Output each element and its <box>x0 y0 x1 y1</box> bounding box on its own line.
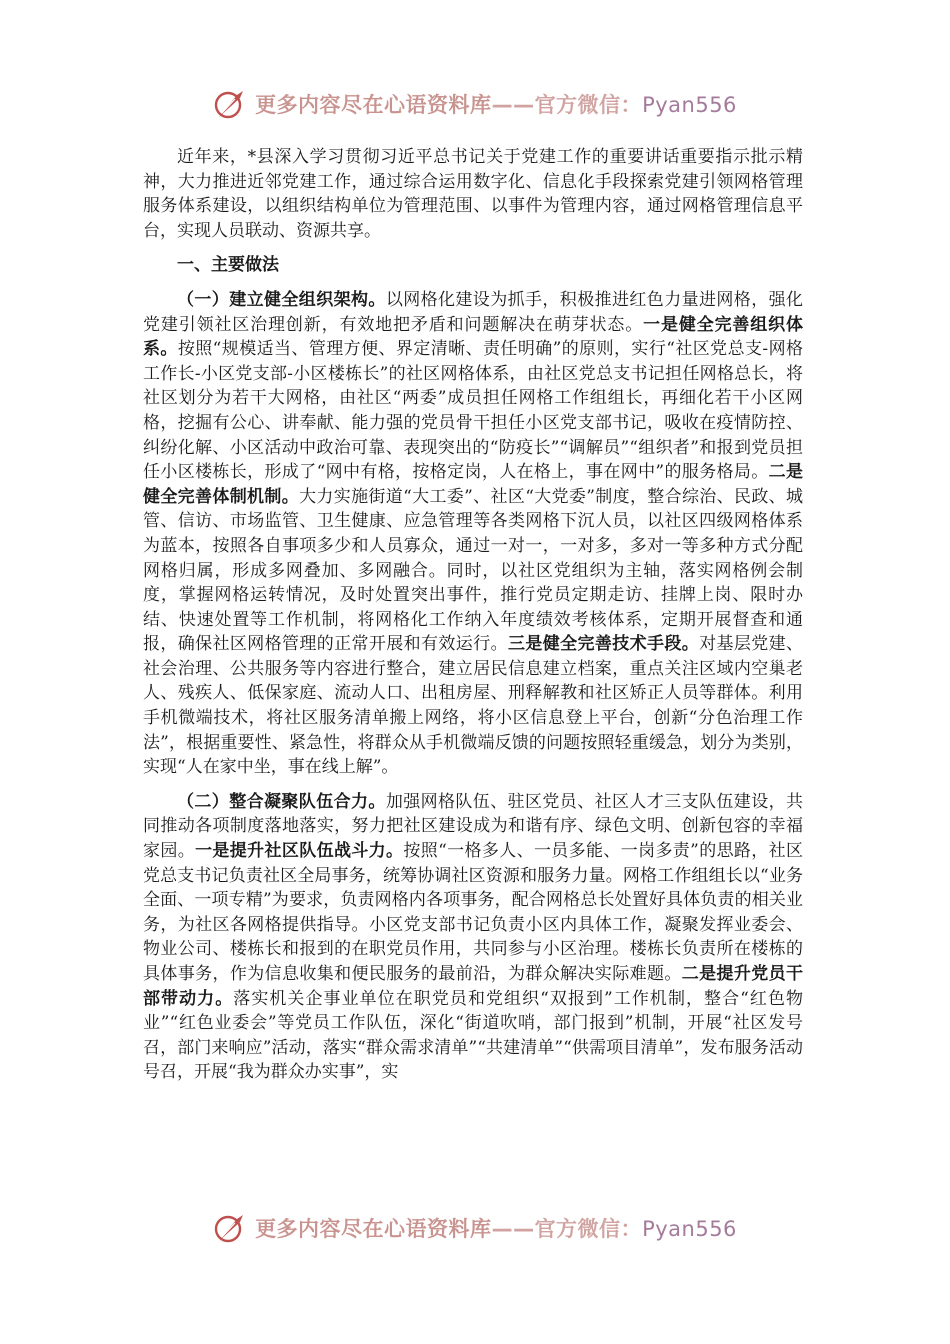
header-watermark-banner <box>0 82 950 126</box>
quill-logo-icon <box>213 87 247 121</box>
section-heading: 一、主要做法 <box>177 255 279 276</box>
intro-paragraph: 近年来，*县深入学习贯彻习近平总书记关于党建工作的重要讲话重要指示批示精神，大力推进近邻党建工作，通过综合运用数字化、信息化手段探索党建引领网格管理服务体系建设，以组织结构单位为管理范围、以事件为管理内容，通过网格管理信息平台，实现人员联动、资源共享。 <box>143 147 803 241</box>
footer-watermark-banner <box>0 1206 950 1250</box>
section-2-paragraph: （二）整合凝聚队伍合力。加强网格队伍、驻区党员、社区人才三支队伍建设，共同推动各项制度落地落实，努力把社区建设成为和谐有序、绿色文明、创新包容的幸福家园。一是提升社区队伍战斗力。按照“一格多人、一员多能、一岗多责”的思路，社区党总支书记负责社区全局事务，统筹协调社区资源和服务力量。网格工作组组长以“业务全面、一项专精”为要求，负责网格内各项事务，配合网格总长处置好具体负责的相关业务，为社区各网格提供指导。小区党支部书记负责小区内具体工作，凝聚发挥业委会、物业公司、楼栋长和报到的在职党员作用，共同参与小区治理。楼栋长负责所在楼栋的具体事务，作为信息收集和便民服务的最前沿，为群众解决实际难题。二是提升党员干部带动力。落实机关企事业单位在职党员和党组织“双报到”工作机制，整合“红色物业”“红色业委会”等党员工作队伍，深化“街道吹哨，部门报到”机制，开展“社区发号召，部门来响应”活动，落实“群众需求清单”“共建清单”“供需项目清单”，发布服务活动号召，开展“我为群众办实事”，实 <box>143 791 804 1083</box>
section-1-paragraph: （一）建立健全组织架构。以网格化建设为抓手，积极推进红色力量进网格，强化党建引领社区治理创新，有效地把矛盾和问题解决在萌芽状态。一是健全完善组织体系。按照“规模适当、管理方便、界定清晰、责任明确”的原则，实行“社区党总支-网格工作长-小区党支部-小区楼栋长”的社区网格体系，由社区党总支书记担任网格总长，将社区划分为若干大网格，由社区“两委”成员担任网格工作组组长，再细化若干小区网格，挖掘有公心、讲奉献、能力强的党员骨干担任小区党支部书记，吸收在疫情防控、纠纷化解、小区活动中政治可靠、表现突出的“防疫长”“调解员”“组织者”和报到党员担任小区楼栋长，形成了“网中有格，按格定岗，人在格上，事在网中”的服务格局。二是健全完善体制机制。大力实施街道“大工委”、社区“大党委”制度，整合综治、民政、城管、信访、市场监管、卫生健康、应急管理等各类网格下沉人员，以社区四级网格体系为蓝本，按照各自事项多少和人员寡众，通过一对一，一对多，多对一等多种方式分配网格归属，形成多网叠加、多网融合。同时，以社区党组织为主轴，落实网格例会制度，掌握网格运转情况，及时处置突出事件，推行党员定期走访、挂牌上岗、限时办结、快速处置等工作机制，将网格化工作纳入年度绩效考核体系，定期开展督查和通报，确保社区网格管理的正常开展和有效运行。三是健全完善技术手段。对基层党建、社会治理、公共服务等内容进行整合，建立居民信息建立档案，重点关注区域内空巢老人、残疾人、低保家庭、流动人口、出租房屋、刑释解教和社区矫正人员等群体。利用手机微端技术，将社区服务清单搬上网络，将小区信息登上平台，创新“分色治理工作法”，根据重要性、紧急性，将群众从手机微端反馈的问题按照轻重缓急，划分为类别，实现“人在家中坐，事在线上解”。 <box>143 289 804 778</box>
banner-text: 更多内容尽在心语资料库——官方微信：Pyan556 <box>255 1217 737 1241</box>
banner-text: 更多内容尽在心语资料库——官方微信：Pyan556 <box>255 93 737 117</box>
quill-logo-icon <box>213 1211 247 1245</box>
document-body <box>143 145 803 1085</box>
